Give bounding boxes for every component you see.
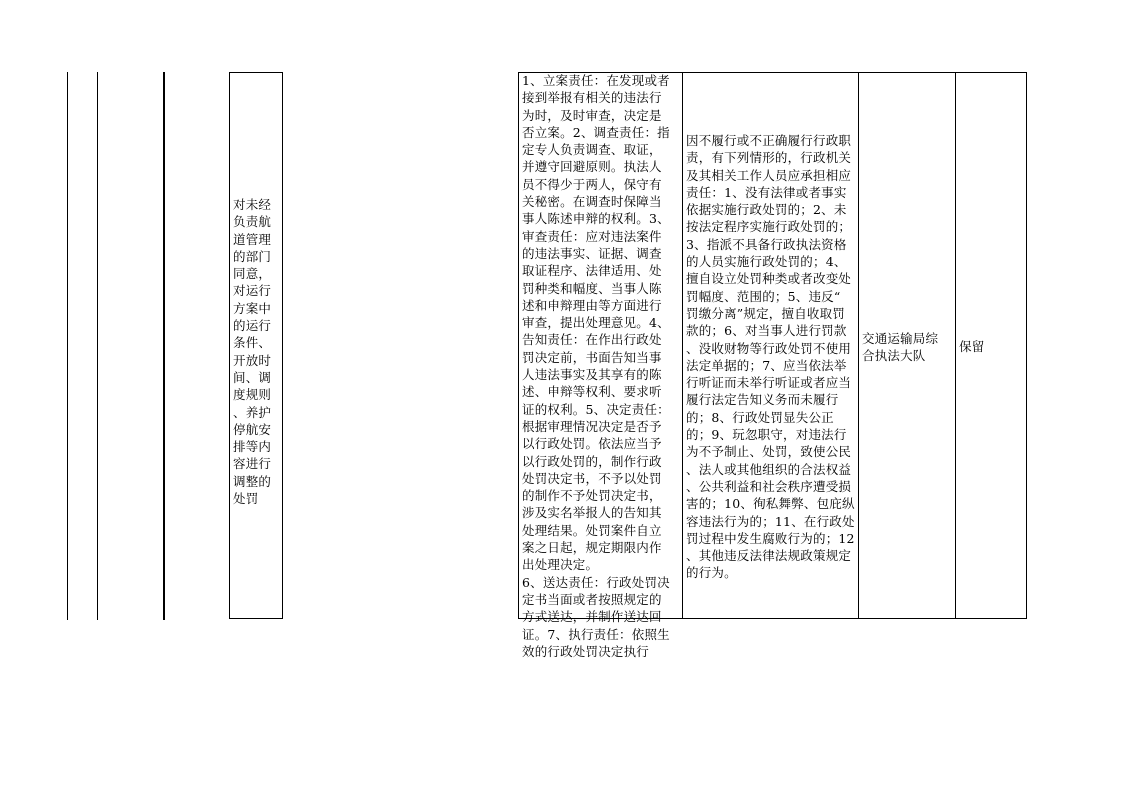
column-border: [682, 72, 683, 619]
responsibility-cell: 1、立案责任：在发现或者 接到举报有相关的违法行 为时，及时审查，决定是 否立案。2、调查责任：指 定专人负责调查、取证， 并遵守回避原则。执法人 员不得少于两人，保守有 关秘密。在调查时保障当 事人陈述申辩的权利。3、 审查责任：应对违法案件 的违法事实、证据、调查 取证程序、法律适用、处 罚种类和幅度、当事人陈 述和申辩理由等方面进行 审查，提出处理意见。4、 告知责任：在作出行政处 罚决定前，书面告知当事 人违法事实及其享有的陈 述、申辩等权利、要求听 证的权利。5、决定责任： 根据审理情况决定是否予 以行政处罚。依法应当予 以行政处罚的，制作行政 处罚决定书，不予以处罚 的制作不予处罚决定书， 涉及实名举报人的告知其 处理结果。处罚案件自立 案之日起，规定期限内作 出处理决定。 6、送达责任：行政处罚决 定书当面或者按照规定的 方式送达，并制作送达回 证。7、执行责任：依照生 效的行政处罚决定执行: [522, 73, 670, 659]
left-cell-empty: [282, 72, 283, 619]
column-border: [97, 72, 98, 620]
column-border: [67, 72, 68, 620]
column-border: [164, 72, 165, 620]
accountability-cell: 因不履行或不正确履行行政职 责，有下列情形的，行政机关 及其相关工作人员应承担相应 责任：1、没有法律或者事实 依据实施行政处罚的；2、未 按法定程序实施行政处罚的； 3、指派不具备行政执法资格 的人员实施行政处罚的；4、 擅自设立处罚种类或者改变处 罚幅度、范围的；5、违反“ 罚缴分离”规定，擅自收取罚 款的；6、对当事人进行罚款 、没收财物等行政处罚不使用 法定单据的；7、应当依法举 行听证而未举行听证或者应当 履行法定告知义务而未履行 的；8、行政处罚显失公正 的；9、玩忽职守，对违法行 为不予制止、处罚，致使公民 、法人或其他组织的合法权益 、公共利益和社会秩序遭受损 害的；10、徇私舞弊、包庇纵 容违法行为的；11、在行政处 罚过程中发生腐败行为的；12 、其他违反法律法规政策规定 的行为。: [686, 133, 855, 581]
status-cell: 保留: [959, 339, 985, 354]
matter-cell: 对未经 负责航 道管理 的部门 同意， 对运行 方案中 的运行 条件、 开放时 间、调 度规则 、养护 停航安 排等内 容进行 调整的 处罚: [233, 197, 272, 507]
department-cell: 交通运输局综 合执法大队: [862, 331, 939, 364]
column-border: [858, 72, 859, 619]
